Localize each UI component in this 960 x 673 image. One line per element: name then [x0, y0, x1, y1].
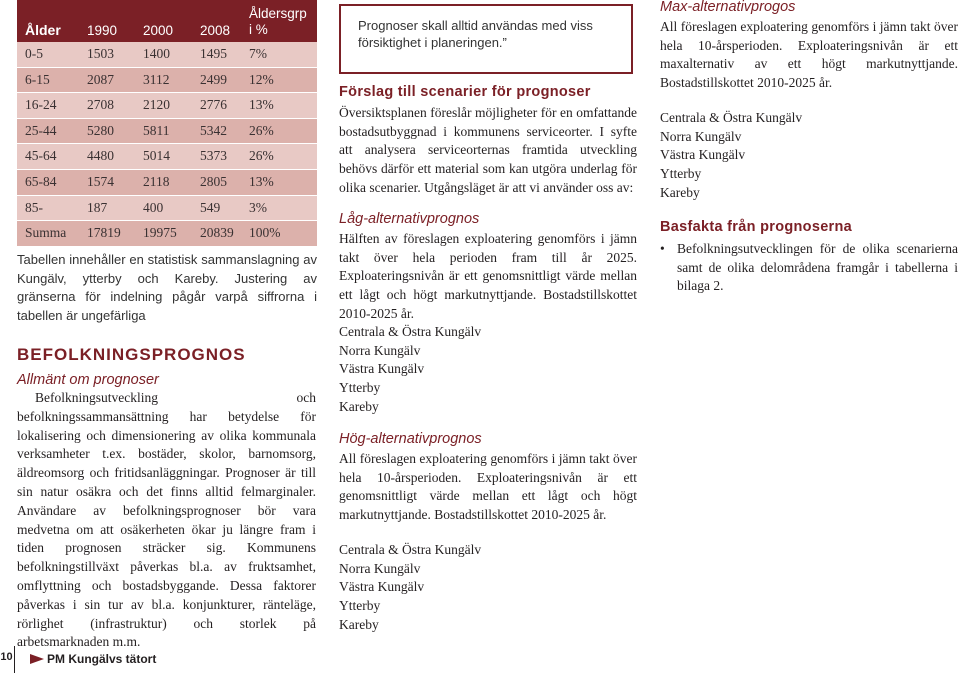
footer-divider [14, 646, 15, 673]
table-cell: 1495 [200, 46, 227, 61]
table-cell: 2499 [200, 71, 227, 87]
hog-heading: Hög-alternativprognos [339, 431, 482, 447]
place-item: Kareby [339, 616, 379, 632]
max-heading: Max-alternativprogos [660, 0, 796, 15]
max-places [660, 109, 802, 203]
place-item: Kareby [660, 184, 700, 200]
section-body: Befolkningsutveckling och befolkningssammansättning har betydelse för lokalisering och dimensionering av olika kommunala verksamheter t.ex. bostäder, skolor, barnomsorg, äldreomsorg och fritidsanläggningar. Prognoser är till sin natur osäkra och det finns alltid felmarginaler. Användare av befolkningsprognoser bör vara medvetna om att osäkerheten ökar ju längre fram i tiden prognosen sträcker sig. Kommunens befolkningstillväxt påverkas bl.a. av fruktsamhet, omflyttning och bostadsbyggande. Dessa faktorer påverkas i sin tur av bl.a. konjunkturer, ränteläge, rörlighet (infrastruktur) och storlek på arbetsmarknaden m.m. [17, 390, 316, 650]
table-cell: 17819 [87, 225, 121, 241]
table-row [17, 68, 317, 94]
table-cell: 26% [249, 122, 274, 138]
table-cell: 0-5 [25, 46, 43, 61]
hog-places [339, 541, 481, 635]
bullet-icon: • [660, 241, 665, 256]
bullet-text: Befolkningsutvecklingen för de olika scenarierna samt de olika delområdena framgår i tabellerna i bilaga 2. [677, 241, 958, 294]
table-row [17, 93, 317, 119]
table-cell: 65-84 [25, 173, 57, 189]
lag-body: Hälften av föreslagen exploatering genomförs i jämn takt över hela perioden fram till år 2025. Exploateringsnivån är ett genomsnittligt värde mellan ett lågt och högt markutnyttjande. Bostadstillskottet 2010-2025 år. [339, 231, 637, 321]
table-cell: 2118 [143, 173, 170, 189]
table-cell: 19975 [143, 225, 177, 241]
table-cell: Summa [25, 225, 67, 241]
table-cell: 549 [200, 199, 221, 215]
place-item: Centrala & Östra Kungälv [339, 542, 482, 557]
table-cell: 5811 [143, 122, 170, 138]
table-cell: 7% [249, 46, 267, 61]
table-cell: 4480 [87, 148, 114, 164]
place-item: Västra Kungälv [660, 147, 746, 163]
table-row [17, 42, 317, 68]
lag-places [339, 323, 481, 417]
table-cell: 20839 [200, 225, 234, 241]
place-item: Norra Kungälv [660, 128, 742, 144]
place-item: Västra Kungälv [339, 579, 425, 595]
table-row [17, 196, 317, 222]
header-1990: 1990 [87, 23, 118, 38]
table-cell: 2087 [87, 71, 114, 87]
place-item: Centrala & Östra Kungälv [339, 324, 482, 339]
table-cell: 5342 [200, 122, 227, 138]
table-row [17, 170, 317, 196]
page-number: 10 [0, 651, 13, 663]
table-cell: 1574 [87, 173, 114, 189]
table-cell: 100% [249, 225, 281, 241]
quote-text: Prognoser skall alltid användas med viss försiktighet i planeringen.” [358, 18, 593, 50]
place-item: Ytterby [339, 598, 381, 614]
table-cell: 2120 [143, 97, 170, 113]
table-body [17, 42, 317, 247]
table-cell: 400 [143, 199, 164, 215]
table-header [17, 0, 317, 42]
table-cell: 25-44 [25, 122, 57, 138]
table-cell: 1400 [143, 46, 170, 61]
place-item: Centrala & Östra Kungälv [660, 110, 803, 125]
table-cell: 13% [249, 97, 274, 113]
table-cell: 2708 [87, 97, 114, 113]
table-cell: 13% [249, 173, 274, 189]
table-cell: 3% [249, 199, 267, 215]
header-aldersgrp: Åldersgrp i % [249, 6, 307, 37]
table-row [17, 144, 317, 170]
section-subtitle: Allmänt om prognoser [17, 372, 159, 388]
place-item: Kareby [339, 398, 379, 414]
table-cell: 5280 [87, 122, 114, 138]
max-body: All föreslagen exploatering genomförs i jämn takt över hela 10-årsperioden. Exploateringsnivån är ett maxalternativ av ett högt markutnyttjande. Bostadstillskottet 2010-2025 år. [660, 19, 958, 91]
table-cell: 187 [87, 199, 108, 215]
table-cell: 2776 [200, 97, 227, 113]
table-caption: Tabellen innehåller en statistisk sammanslagning av Kungälv, ytterby och Kareby. Justering av gränserna för indelning pågår varpå siffrorna i tabellen är ungefärliga [17, 252, 317, 323]
place-item: Västra Kungälv [339, 361, 425, 377]
lag-heading: Låg-alternativprognos [339, 211, 480, 227]
header-2000: 2000 [143, 23, 174, 38]
place-item: Norra Kungälv [339, 560, 421, 576]
table-cell: 85- [25, 199, 43, 215]
table-cell: 6-15 [25, 71, 50, 87]
table-cell: 26% [249, 148, 274, 164]
table-cell: 2805 [200, 173, 227, 189]
place-item: Norra Kungälv [339, 342, 421, 358]
place-item: Ytterby [660, 166, 702, 182]
basfakta-bullet [660, 240, 958, 296]
table-cell: 16-24 [25, 97, 57, 113]
header-2008: 2008 [200, 23, 231, 38]
hog-body: All föreslagen exploatering genomförs i jämn takt över hela 10-årsperioden. Exploateringsnivån är ett genomsnittligt värde mellan ett lågt och högt markutnyttjande. Bostadstillskottet 2010-2025 år. [339, 451, 637, 523]
header-alder: Ålder [25, 22, 61, 38]
basfakta-heading: Basfakta från prognoserna [660, 219, 853, 235]
arrow-icon [30, 654, 44, 664]
table-row [17, 221, 317, 247]
footer-title: PM Kungälvs tätort [47, 652, 157, 666]
table-cell: 45-64 [25, 148, 57, 164]
table-cell: 5014 [143, 148, 170, 164]
forslag-heading: Förslag till scenarier för prognoser [339, 84, 591, 100]
place-item: Ytterby [339, 380, 381, 396]
table-cell: 3112 [143, 71, 170, 87]
table-cell: 12% [249, 71, 274, 87]
age-table [17, 0, 317, 247]
table-cell: 1503 [87, 46, 114, 61]
table-cell: 5373 [200, 148, 227, 164]
table-row [17, 119, 317, 145]
forslag-body: Översiktsplanen föreslår möjligheter för en omfattande bostadsutbyggnad i kommunens serviceorter. I syfte att analysera serviceorternas framtida utveckling behövs därför ett material som kan utgöra underlag för olika scenarier. Utgångsläget är att vi använder oss av: [339, 105, 637, 195]
section-title: BEFOLKNINGSPROGNOS [17, 345, 246, 364]
